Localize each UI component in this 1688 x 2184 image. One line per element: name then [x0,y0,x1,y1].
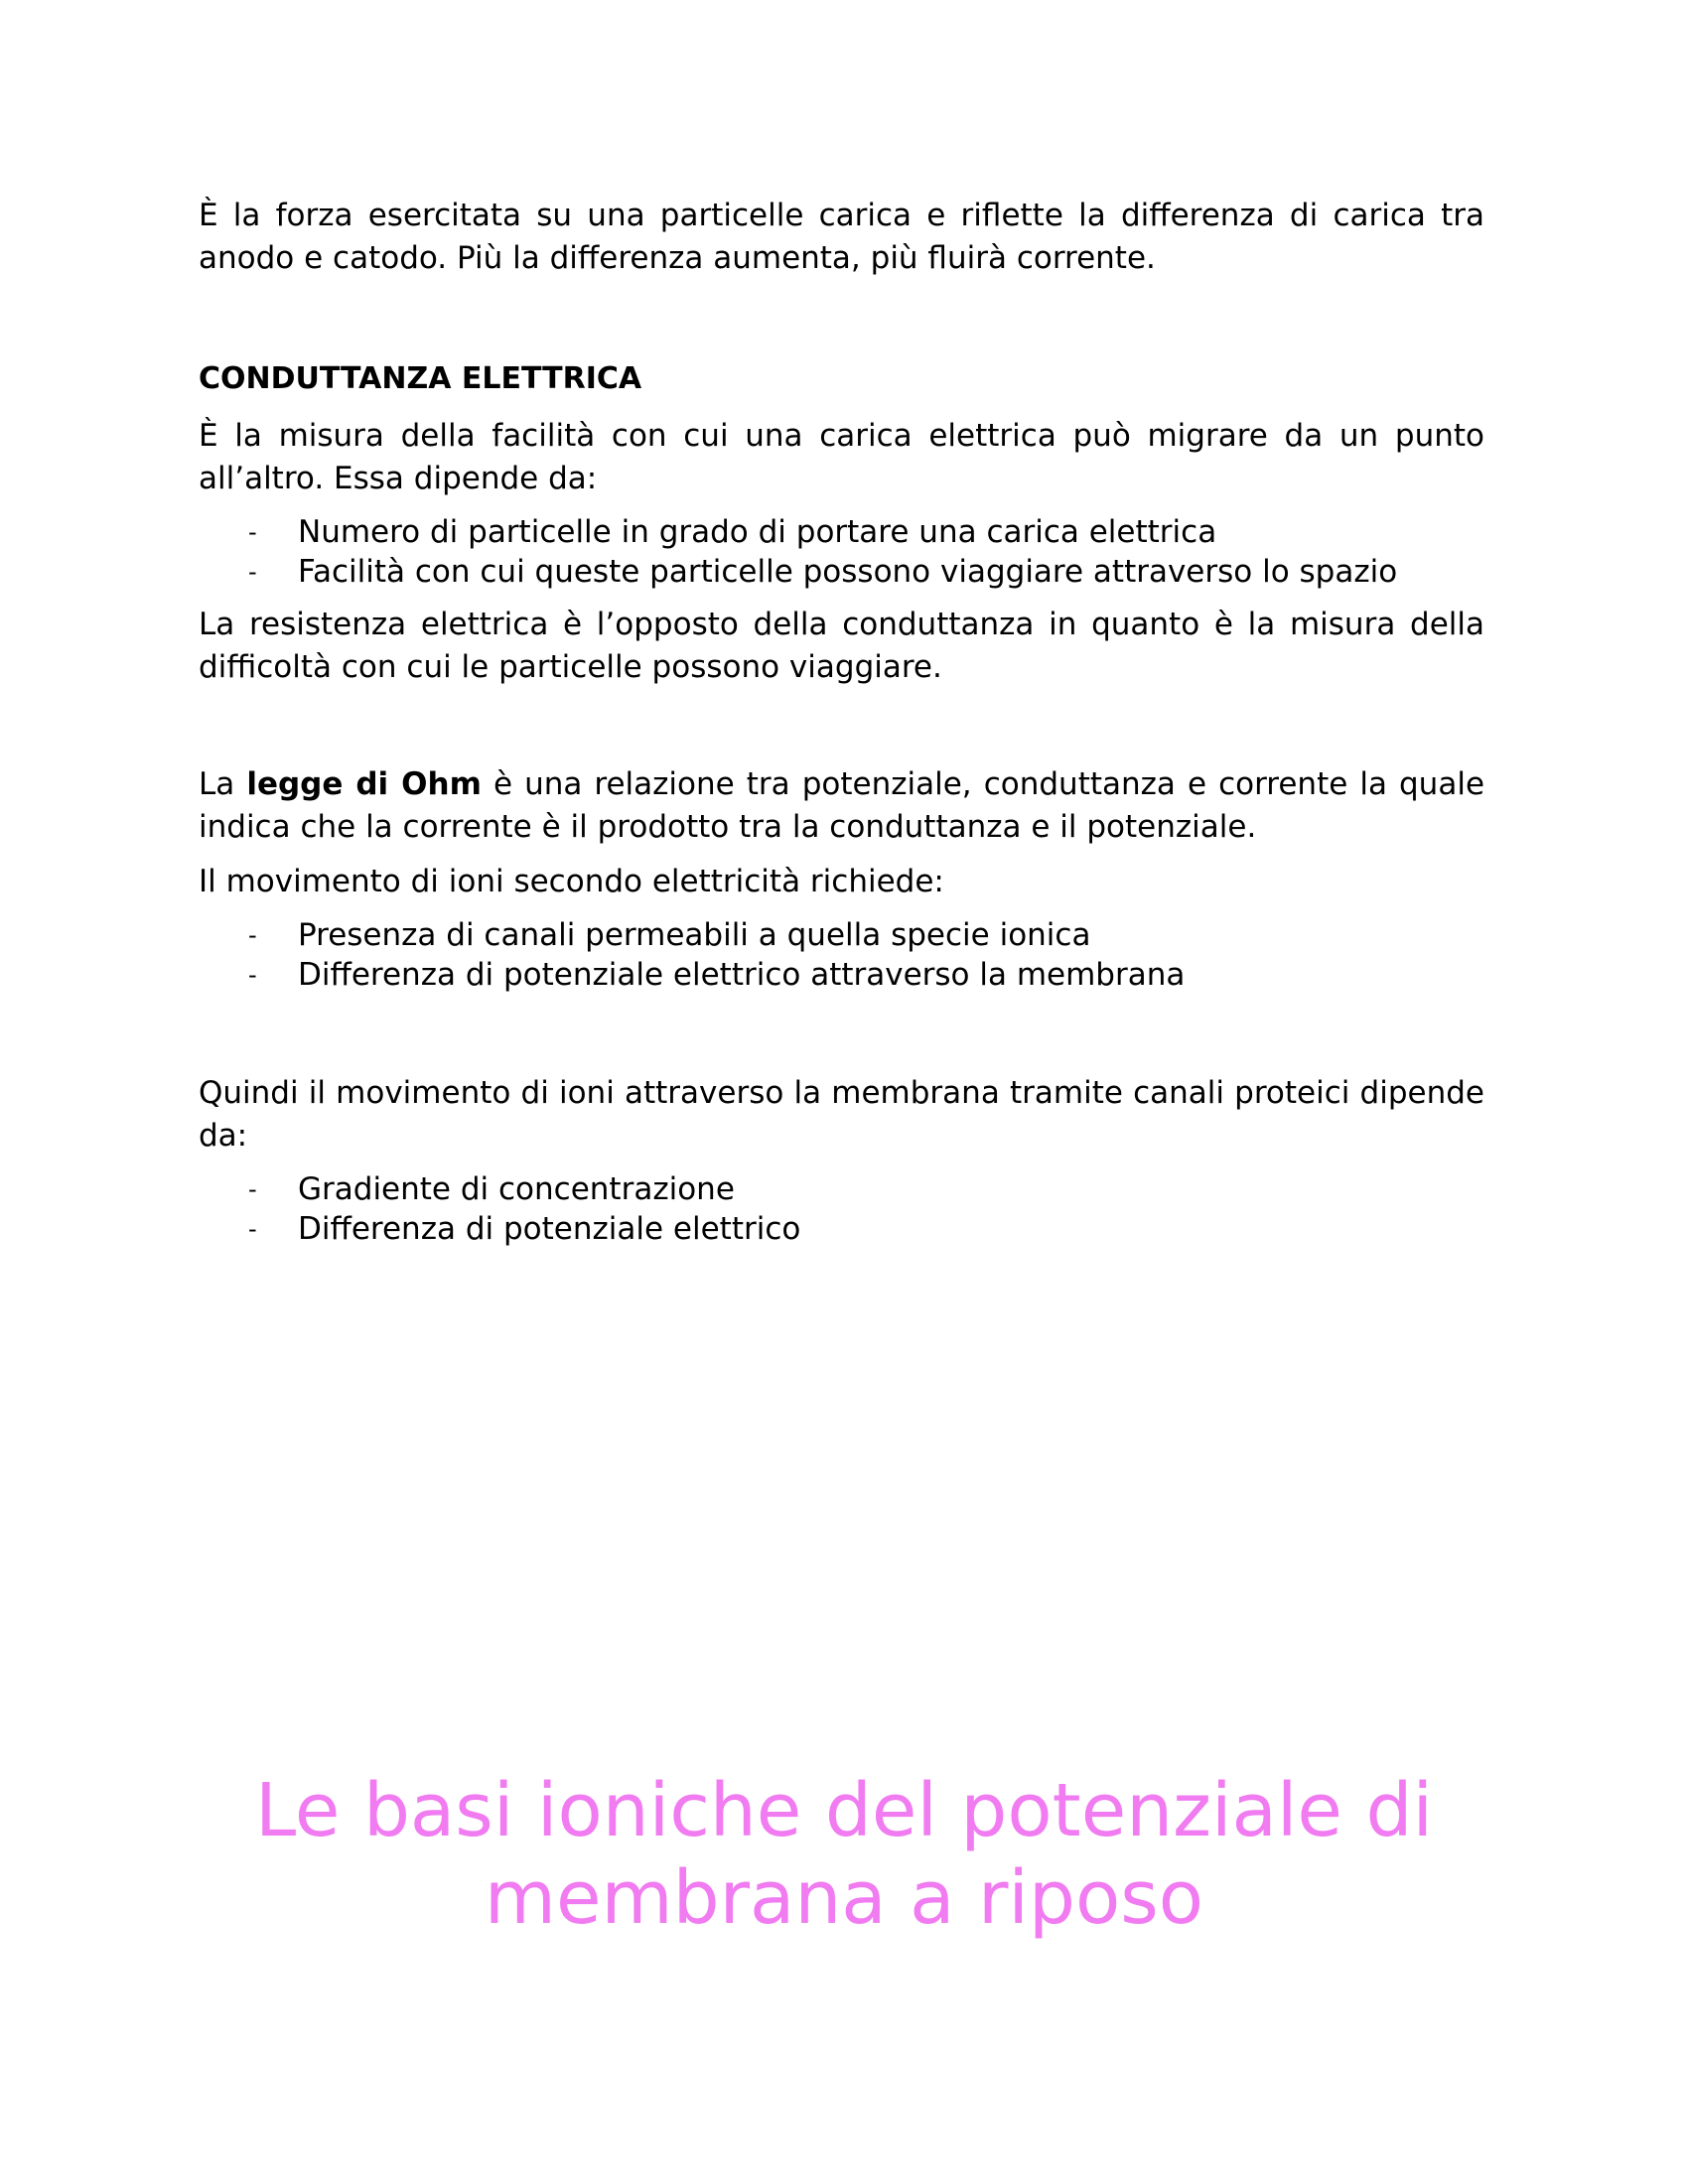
dash-bullet-icon: - [248,518,257,546]
conclusion-list [199,1169,1484,1249]
intro-paragraph: È la forza esercitata su una particelle carica e riflette la differenza di carica tra anodo e catodo. Più la differenza aumenta, più fluirà corrente. [199,198,1484,276]
conduttanza-list [199,512,1484,592]
ohm-law-term: legge di Ohm [246,766,482,802]
chapter-title [149,1767,1539,1942]
document-body [199,195,1484,1249]
movimento-list [199,915,1484,995]
conduttanza-paragraph: È la misura della facilità con cui una carica elettrica può migrare da un punto all’altro. Essa dipende da: [199,418,1484,496]
chapter-title-line1: Le basi ioniche del potenziale di [254,1768,1434,1853]
list-item: - Gradiente di concentrazione [248,1171,735,1207]
list-item: - Facilità con cui queste particelle possono viaggiare attraverso lo spazio [248,554,1398,590]
dash-bullet-icon: - [248,961,257,989]
resistenza-paragraph: La resistenza elettrica è l’opposto della conduttanza in quanto è la misura della difficoltà con cui le particelle possono viaggiare. [199,607,1484,685]
section-heading-conduttanza: CONDUTTANZA ELETTRICA [199,361,642,396]
conclusion-paragraph: Quindi il movimento di ioni attraverso la membrana tramite canali proteici dipende da: [199,1075,1484,1154]
movimento-paragraph: Il movimento di ioni secondo elettricità richiede: [199,864,944,899]
dash-bullet-icon: - [248,1215,257,1243]
list-item: - Differenza di potenziale elettrico attraverso la membrana [248,957,1186,993]
ohm-paragraph: La legge di Ohm è una relazione tra potenziale, conduttanza e corrente la quale indica che la corrente è il prodotto tra la conduttanza e il potenziale. [199,766,1485,845]
dash-bullet-icon: - [248,1175,257,1203]
dash-bullet-icon: - [248,921,257,949]
list-item: - Differenza di potenziale elettrico [248,1211,801,1247]
list-item: - Numero di particelle in grado di portare una carica elettrica [248,514,1217,550]
list-item: - Presenza di canali permeabili a quella specie ionica [248,917,1091,953]
dash-bullet-icon: - [248,558,257,586]
chapter-title-line2: membrana a riposo [484,1855,1204,1941]
